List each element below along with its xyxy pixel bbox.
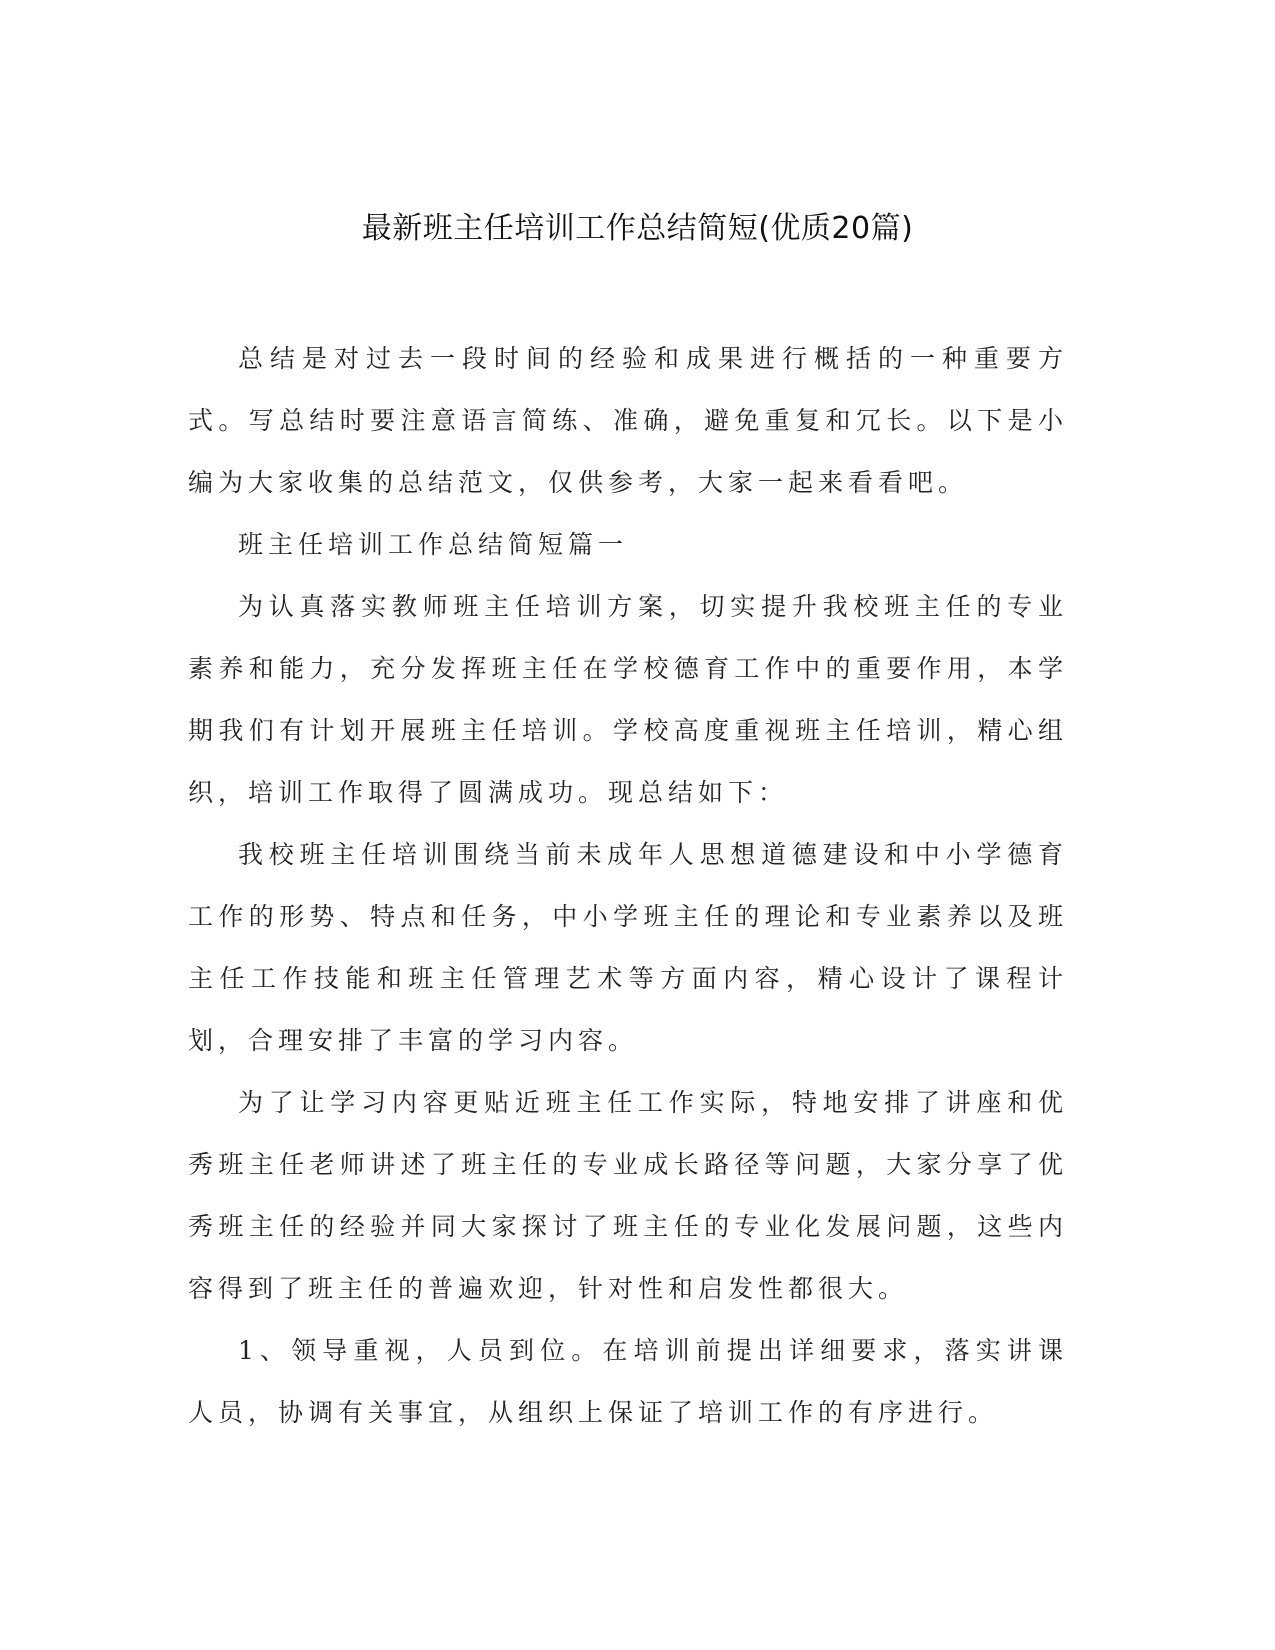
body-paragraph: 为认真落实教师班主任培训方案，切实提升我校班主任的专业素养和能力，充分发挥班主任在学校德育工作中的重要作用，本学期我们有计划开展班主任培训。学校高度重视班主任培训，精心组织，培训工作取得了圆满成功。现总结如下： bbox=[188, 592, 1068, 807]
list-item-paragraph: 1、领导重视，人员到位。在培训前提出详细要求，落实讲课人员，协调有关事宜，从组织上保证了培训工作的有序进行。 bbox=[188, 1336, 1068, 1427]
body-paragraph: 我校班主任培训围绕当前未成年人思想道德建设和中小学德育工作的形势、特点和任务，中小学班主任的理论和专业素养以及班主任工作技能和班主任管理艺术等方面内容，精心设计了课程计划，合理安排了丰富的学习内容。 bbox=[188, 840, 1068, 1055]
section-heading: 班主任培训工作总结简短篇一 bbox=[238, 530, 629, 559]
document-body bbox=[188, 328, 1068, 1444]
intro-paragraph: 总结是对过去一段时间的经验和成果进行概括的一种重要方式。写总结时要注意语言简练、准确，避免重复和冗长。以下是小编为大家收集的总结范文，仅供参考，大家一起来看看吧。 bbox=[188, 344, 1068, 497]
document-title: 最新班主任培训工作总结简短(优质20篇) bbox=[361, 211, 914, 246]
body-paragraph: 为了让学习内容更贴近班主任工作实际，特地安排了讲座和优秀班主任老师讲述了班主任的专业成长路径等问题，大家分享了优秀班主任的经验并同大家探讨了班主任的专业化发展问题，这些内容得到了班主任的普遍欢迎，针对性和启发性都很大。 bbox=[188, 1088, 1068, 1303]
